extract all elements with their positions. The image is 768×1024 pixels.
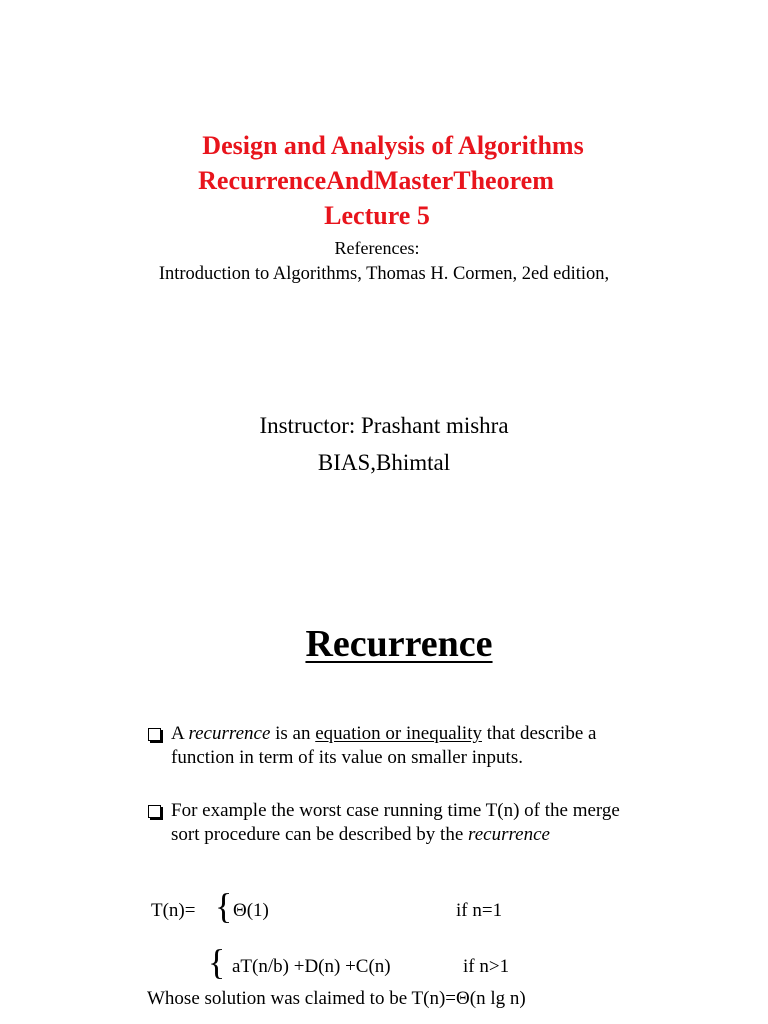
slide1-title-line1: Design and Analysis of Algorithms: [202, 131, 584, 160]
references-text: Introduction to Algorithms, Thomas H. Cormen, 2ed edition,: [158, 264, 610, 284]
slide1-title-line3: Lecture 5: [324, 201, 430, 230]
bullet-definition-text: [171, 722, 638, 770]
equation-case1-cond: if n=1: [456, 900, 503, 921]
checkbox-bullet-icon: [148, 728, 161, 741]
checkbox-bullet-icon: [148, 805, 161, 818]
bullet-example: [148, 799, 638, 847]
brace-case1: {: [215, 886, 233, 926]
brace-case2: {: [208, 942, 226, 982]
bullet1-suffix: that describe a function in term of its value on smaller inputs.: [171, 723, 597, 768]
bullet1-italic-term: recurrence: [188, 723, 271, 744]
bullet1-prefix: A: [171, 723, 189, 744]
equation-case2-cond: if n>1: [463, 956, 510, 977]
solution-text: Whose solution was claimed to be T(n)=Θ(n lg n): [147, 988, 526, 1009]
bullet-example-text: [171, 799, 638, 847]
equation-case2-expr: aT(n/b) +D(n) +C(n): [232, 956, 391, 977]
recurrence-heading: Recurrence: [305, 623, 493, 665]
equation-case1-expr: Θ(1): [233, 900, 269, 921]
organization-name: BIAS,Bhimtal: [317, 450, 451, 475]
bullet2-italic-term: recurrence: [468, 824, 550, 845]
bullet1-underlined: equation or inequality: [315, 723, 482, 744]
slide1-title-line2: RecurrenceAndMasterTheorem: [198, 166, 554, 195]
bullet1-middle: is an: [270, 723, 316, 744]
bullet2-text: For example the worst case running time T(n) of the merge sort procedure can be described by the: [171, 800, 620, 845]
instructor-name: Instructor: Prashant mishra: [259, 413, 509, 438]
bullet-definition: [148, 722, 638, 770]
equation-lhs: T(n)=: [151, 900, 196, 921]
references-label: References:: [334, 238, 420, 258]
